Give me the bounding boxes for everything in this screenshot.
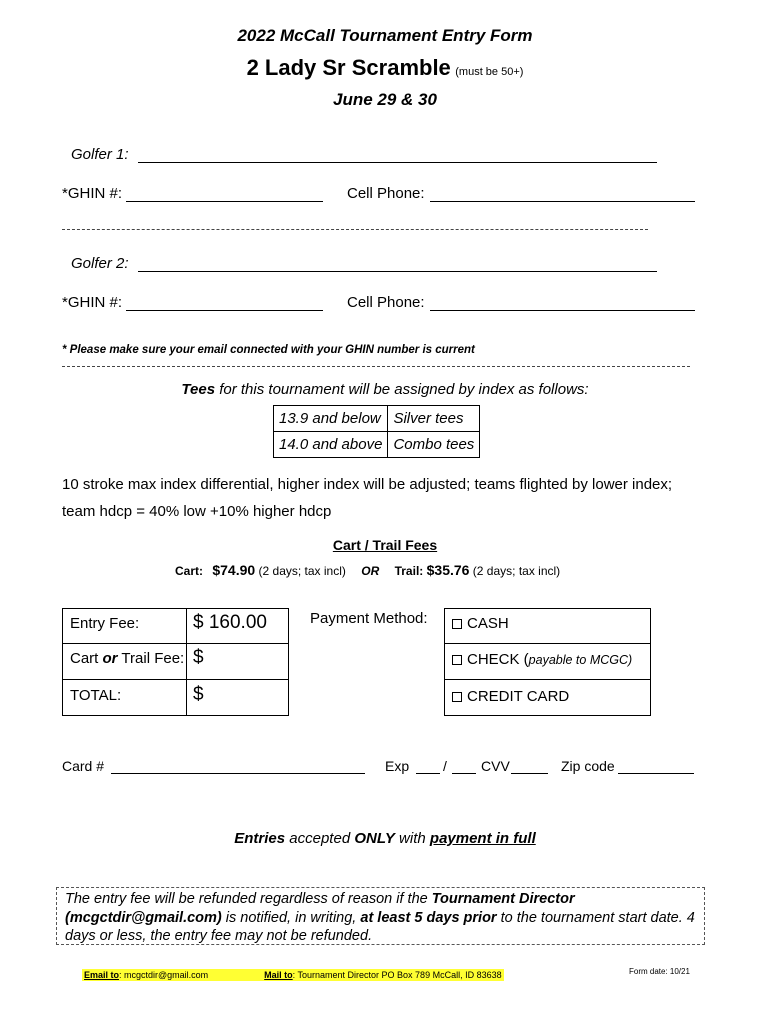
refund-director: Tournament Director (mcgctdir@gmail.com) — [65, 891, 575, 926]
cart-fee-note: (2 days; tax incl) — [258, 564, 346, 578]
cart-fee-label: Cart: — [175, 564, 204, 578]
entries-text: with — [394, 830, 430, 847]
footer-mail-value: : Tournament Director PO Box 789 McCall, ID 83638 — [292, 970, 502, 980]
tees-heading — [0, 381, 770, 398]
payment-option-check[interactable] — [452, 651, 632, 668]
tee-name: Silver tees — [388, 406, 480, 432]
cvv-field[interactable] — [511, 759, 548, 774]
footer-mail-label: Mail to — [264, 970, 293, 980]
exp-year-field[interactable] — [452, 759, 476, 774]
golfer2-ghin-field[interactable] — [126, 295, 323, 311]
cart-trail-label — [70, 650, 184, 667]
form-date: Form date: 10/21 — [629, 967, 690, 976]
golfer2-phone-field[interactable] — [430, 295, 695, 311]
handicap-line-2: team hdcp = 40% low +10% higher hdcp — [62, 503, 332, 520]
checkbox-icon[interactable] — [452, 619, 462, 629]
golfer1-label: Golfer 1: — [71, 146, 129, 163]
card-number-field[interactable] — [111, 759, 365, 774]
cart-label-b: Trail Fee: — [117, 650, 185, 667]
trail-fee-label: Trail: — [394, 564, 424, 578]
golfer2-label: Golfer 2: — [71, 255, 129, 272]
tees-heading-bold: Tees — [181, 381, 216, 398]
entries-text: accepted — [285, 830, 355, 847]
divider — [62, 229, 648, 230]
golfer1-name-field[interactable] — [138, 147, 657, 163]
tee-range: 14.0 and above — [274, 432, 388, 458]
check-note: payable to MCGC) — [528, 653, 633, 667]
golfer2-name-field[interactable] — [138, 256, 657, 272]
golfer1-ghin-field[interactable] — [126, 186, 323, 202]
fee-box-rule — [62, 643, 289, 644]
zip-label: Zip code — [561, 758, 615, 774]
entries-only: ONLY — [354, 830, 395, 847]
payment-option-credit[interactable] — [452, 688, 569, 705]
cart-trail-value[interactable]: $ — [193, 647, 204, 668]
cash-label: CASH — [467, 615, 509, 632]
event-name: 2 Lady Sr Scramble — [246, 55, 451, 80]
email-note: * Please make sure your email connected with your GHIN number is current — [62, 344, 475, 356]
footer-contact — [82, 965, 504, 983]
refund-deadline: at least 5 days prior — [360, 909, 497, 926]
checkbox-icon[interactable] — [452, 692, 462, 702]
footer-email-label: Email to — [84, 970, 120, 980]
golfer1-ghin-label: *GHIN #: — [62, 185, 123, 202]
trail-fee-amount: $35.76 — [426, 562, 470, 578]
trail-fee-note: (2 days; tax incl) — [472, 564, 561, 578]
payment-options-rule — [444, 643, 651, 644]
table-row — [274, 406, 480, 432]
cart-label-a: Cart — [70, 650, 103, 667]
golfer1-phone-field[interactable] — [430, 186, 695, 202]
cart-fee-amount: $74.90 — [212, 562, 256, 578]
golfer1-row — [71, 146, 129, 163]
exp-separator: / — [443, 758, 447, 774]
divider — [62, 366, 690, 367]
golfer1-phone-label: Cell Phone: — [347, 185, 425, 202]
entries-payment-in-full: payment in full — [429, 830, 536, 847]
entries-notice — [0, 830, 770, 847]
tee-name: Combo tees — [388, 432, 480, 458]
cvv-label: CVV — [481, 758, 510, 774]
refund-text: The entry fee will be refunded regardless of reason if the — [65, 891, 432, 907]
form-title: 2022 McCall Tournament Entry Form — [237, 26, 533, 45]
event-heading — [0, 55, 770, 81]
tees-heading-rest: for this tournament will be assigned by index as follows: — [215, 381, 589, 398]
exp-label: Exp — [385, 758, 410, 774]
fee-box-rule — [62, 679, 289, 680]
footer-email-value: : mcgctdir@gmail.com — [119, 970, 209, 980]
card-number-label: Card # — [62, 758, 105, 774]
footer-email — [82, 969, 504, 981]
fees-line — [175, 562, 560, 578]
payment-options-rule — [444, 679, 651, 680]
payment-option-cash[interactable] — [452, 615, 509, 632]
total-value[interactable]: $ — [193, 684, 204, 705]
tees-table — [273, 405, 480, 458]
checkbox-icon[interactable] — [452, 655, 462, 665]
credit-card-label: CREDIT CARD — [467, 688, 570, 705]
refund-text: to the tournament start date. 4 days or less, the entry fee may not be refunded. — [65, 909, 695, 944]
check-label: CHECK ( — [467, 651, 529, 668]
zip-field[interactable] — [618, 759, 694, 774]
refund-notice — [56, 887, 705, 945]
total-label: TOTAL: — [70, 687, 122, 704]
cart-label-or: or — [102, 650, 118, 667]
tee-range: 13.9 and below — [274, 406, 388, 432]
payment-method-label: Payment Method: — [310, 610, 428, 627]
entries-word: Entries — [234, 830, 286, 847]
exp-month-field[interactable] — [416, 759, 440, 774]
refund-text: is notified, in writing, — [221, 909, 361, 926]
entry-fee-label: Entry Fee: — [70, 615, 140, 632]
handicap-line-1: 10 stroke max index differential, higher index will be adjusted; teams flighted by lower index; — [62, 476, 673, 493]
table-row — [274, 432, 480, 458]
event-dates: June 29 & 30 — [333, 90, 437, 109]
golfer2-phone-label: Cell Phone: — [347, 294, 425, 311]
golfer2-ghin-label: *GHIN #: — [62, 294, 123, 311]
event-note: (must be 50+) — [455, 66, 524, 78]
fee-box-divider — [186, 608, 187, 716]
entry-fee-value: $ 160.00 — [193, 612, 267, 633]
fees-or: OR — [361, 564, 380, 578]
fees-heading: Cart / Trail Fees — [332, 537, 438, 553]
